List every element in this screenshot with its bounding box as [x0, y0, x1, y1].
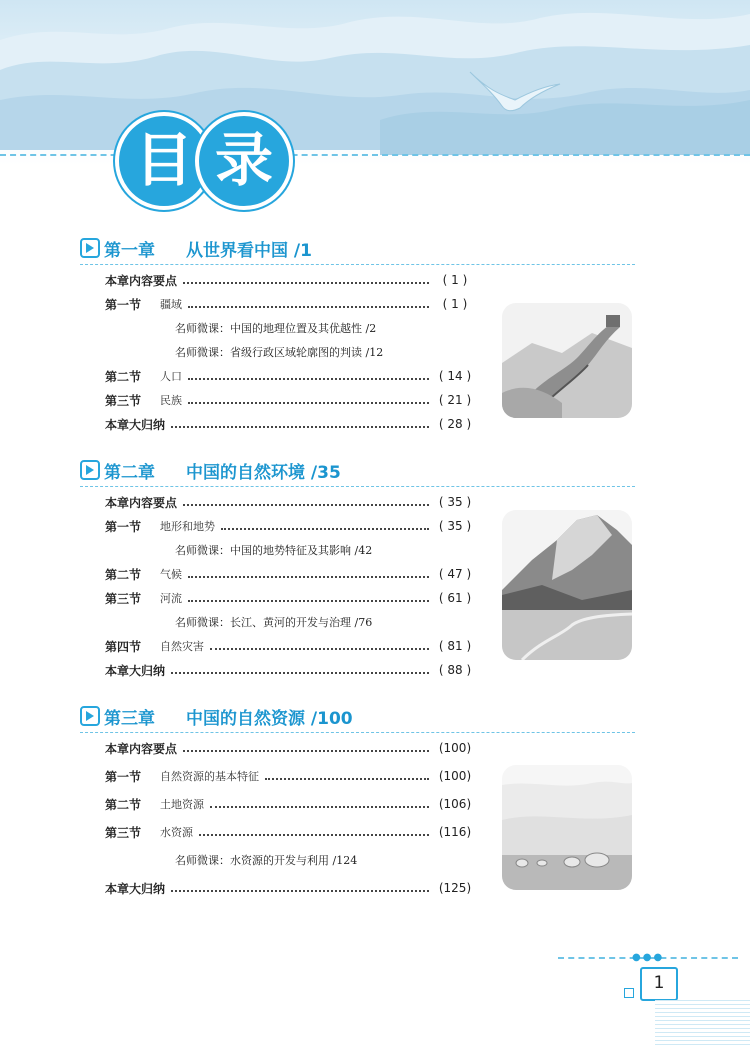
section-name: 民族	[160, 394, 182, 407]
lecture-entry[interactable]	[105, 538, 475, 562]
footer-dots-decoration: ●●●	[632, 952, 665, 963]
chapter-number: 第三章	[104, 708, 155, 729]
leader-dots	[183, 282, 429, 284]
toc-entry[interactable]	[105, 514, 475, 538]
toc-entry[interactable]	[105, 762, 475, 790]
lecture-label: 名师微课：省级行政区域轮廓图的判读 /12	[175, 346, 384, 359]
toc-entry[interactable]	[105, 292, 475, 316]
page-ref: ( 88 )	[438, 663, 472, 677]
page-ref: ( 28 )	[438, 417, 472, 431]
section-label: 第三节	[105, 825, 142, 840]
arrow-right-icon	[80, 238, 100, 258]
chapter-divider	[80, 732, 635, 733]
chapter-title: 从世界看中国 /1	[186, 240, 312, 261]
square-decoration	[624, 988, 634, 998]
toc-entry[interactable]	[105, 388, 475, 412]
page-ref: ( 1 )	[442, 297, 468, 311]
lecture-label: 名师微课：中国的地理位置及其优越性 /2	[175, 322, 377, 335]
leader-dots	[221, 528, 429, 530]
page-title	[107, 112, 307, 212]
section-name: 地形和地势	[160, 520, 215, 533]
section-label: 本章内容要点	[105, 741, 178, 756]
lecture-entry[interactable]	[105, 610, 475, 634]
leader-dots	[265, 778, 429, 780]
chapter-title: 中国的自然资源 /100	[186, 708, 353, 729]
title-char-1: 目	[115, 112, 213, 210]
toc-entry[interactable]	[105, 364, 475, 388]
leader-dots	[171, 890, 429, 892]
toc-entry[interactable]	[105, 634, 475, 658]
chapter-number: 第一章	[104, 240, 155, 261]
chapter-2	[80, 458, 472, 678]
section-label: 第一节	[105, 769, 142, 784]
section-label: 本章内容要点	[105, 495, 178, 510]
leader-dots	[183, 504, 429, 506]
section-label: 第二节	[105, 797, 142, 812]
great-wall-photo	[502, 303, 632, 418]
toc-entry[interactable]	[105, 268, 475, 292]
leader-dots	[171, 426, 429, 428]
page-ref: (100)	[438, 741, 472, 755]
page-ref: ( 21 )	[438, 393, 472, 407]
toc-entry[interactable]	[105, 734, 475, 762]
section-label: 第三节	[105, 393, 142, 408]
page-ref: ( 14 )	[438, 369, 472, 383]
page-ref: ( 61 )	[438, 591, 472, 605]
page-ref: ( 1 )	[442, 273, 468, 287]
page-ref: (100)	[438, 769, 472, 783]
leader-dots	[199, 834, 429, 836]
title-char-2: 录	[195, 112, 293, 210]
leader-dots	[210, 806, 429, 808]
chapter-heading[interactable]	[80, 704, 353, 728]
section-name: 自然资源的基本特征	[160, 770, 259, 783]
lecture-label: 名师微课：水资源的开发与利用 /124	[175, 854, 358, 867]
lecture-label: 名师微课：长江、黄河的开发与治理 /76	[175, 616, 373, 629]
page-ref: (116)	[438, 825, 472, 839]
page-ref: (125)	[438, 881, 472, 895]
chapter-3	[80, 704, 472, 896]
section-name: 水资源	[160, 826, 193, 839]
lecture-entry[interactable]	[105, 340, 475, 364]
section-label: 本章大归纳	[105, 663, 166, 678]
chapter-number: 第二章	[104, 462, 155, 483]
section-label: 第三节	[105, 591, 142, 606]
toc-entry[interactable]	[105, 818, 475, 846]
grassland-photo	[502, 765, 632, 890]
mountain-valley-photo	[502, 510, 632, 660]
chapter-heading[interactable]	[80, 236, 312, 260]
section-label: 第二节	[105, 369, 142, 384]
leader-dots	[210, 648, 429, 650]
arrow-right-icon	[80, 706, 100, 726]
page-ref: ( 47 )	[438, 567, 472, 581]
toc-entry[interactable]	[105, 562, 475, 586]
page-ref: ( 81 )	[438, 639, 472, 653]
stripe-decoration	[655, 1000, 750, 1045]
arrow-right-icon	[80, 460, 100, 480]
toc-entry[interactable]	[105, 412, 475, 436]
section-name: 河流	[160, 592, 182, 605]
section-label: 第二节	[105, 567, 142, 582]
lecture-entry[interactable]	[105, 316, 475, 340]
chapter-1	[80, 236, 472, 432]
toc-entry[interactable]	[105, 490, 475, 514]
section-label: 第一节	[105, 297, 142, 312]
leader-dots	[188, 576, 429, 578]
chapter-heading[interactable]	[80, 458, 341, 482]
section-name: 疆域	[160, 298, 182, 311]
section-label: 本章大归纳	[105, 417, 166, 432]
page-ref: (106)	[438, 797, 472, 811]
section-label: 本章内容要点	[105, 273, 178, 288]
leader-dots	[188, 402, 429, 404]
page-number: 1	[640, 967, 678, 1001]
section-label: 本章大归纳	[105, 881, 166, 896]
chapter-title: 中国的自然环境 /35	[186, 462, 341, 483]
leader-dots	[188, 378, 429, 380]
section-name: 人口	[160, 370, 182, 383]
section-name: 气候	[160, 568, 182, 581]
toc-entry[interactable]	[105, 790, 475, 818]
section-label: 第四节	[105, 639, 142, 654]
page-ref: ( 35 )	[438, 519, 472, 533]
leader-dots	[171, 672, 429, 674]
section-name: 自然灾害	[160, 640, 204, 653]
leader-dots	[188, 306, 429, 308]
leader-dots	[188, 600, 429, 602]
page-ref: ( 35 )	[438, 495, 472, 509]
toc-entry[interactable]	[105, 874, 475, 902]
lecture-entry[interactable]	[105, 846, 475, 874]
leader-dots	[183, 750, 429, 752]
chapter-divider	[80, 264, 635, 265]
section-name: 土地资源	[160, 798, 204, 811]
chapter-divider	[80, 486, 635, 487]
toc-entry[interactable]	[105, 586, 475, 610]
section-label: 第一节	[105, 519, 142, 534]
toc-entry[interactable]	[105, 658, 475, 682]
lecture-label: 名师微课：中国的地势特征及其影响 /42	[175, 544, 373, 557]
